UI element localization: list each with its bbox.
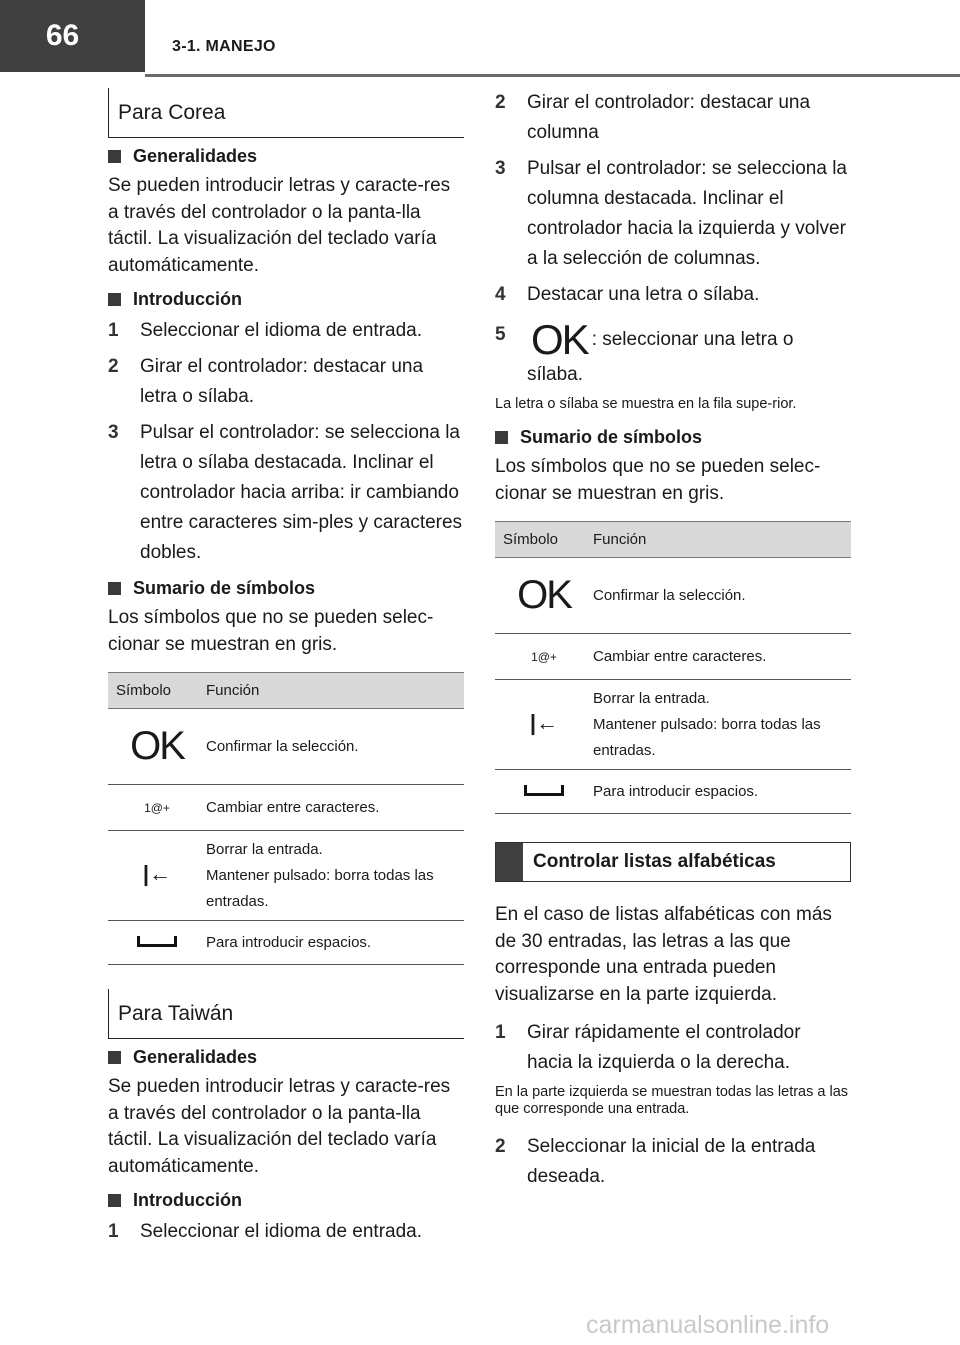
col-header-function: Función (593, 522, 851, 558)
square-bullet-icon (108, 150, 121, 163)
table-row: Para introducir espacios. (108, 921, 464, 965)
paragraph-general: Se pueden introducir letras y caracte-res a través del controlador o la panta-lla táctil. La visualización del teclado varía automáticamente. (108, 1076, 451, 1177)
step-item: 2 Seleccionar la inicial de la entrada deseada. (495, 1136, 816, 1187)
square-bullet-icon (108, 1194, 121, 1207)
paragraph-symbols: Los símbolos que no se pueden selec-cionar se muestran en gris. (495, 456, 821, 504)
col-header-symbol: Símbolo (495, 522, 593, 558)
paragraph-symbols: Los símbolos que no se pueden selec-cionar se muestran en gris. (108, 607, 434, 655)
table-row: 1@+ Cambiar entre caracteres. (495, 634, 851, 680)
step-item: 1 Seleccionar el idioma de entrada. (108, 320, 423, 341)
left-column (108, 88, 464, 1253)
page-header (0, 0, 960, 80)
watermark: carmanualsonline.info (586, 1311, 830, 1339)
square-bullet-icon (495, 431, 508, 444)
table-row: |← Borrar la entrada. Mantener pulsado: borra todas las entradas. (108, 831, 464, 921)
table-row: |← Borrar la entrada. Mantener pulsado: borra todas las entradas. (495, 680, 851, 770)
square-bullet-icon (108, 1051, 121, 1064)
table-row: 1@+ Cambiar entre caracteres. (108, 785, 464, 831)
col-header-function: Función (206, 673, 464, 709)
table-header-row (108, 673, 464, 709)
page-number: 66 (0, 0, 145, 72)
step-item-5: 5 OK : seleccionar una letra o sílaba. (495, 316, 794, 385)
ok-icon: OK (130, 723, 184, 768)
char-switch-icon: 1@+ (144, 800, 170, 815)
step-item: 3 Pulsar el controlador: se selecciona la columna destacada. Inclinar el controlador hacia la izquierda y volver a la selección de columnas. (495, 158, 848, 269)
table-row: OK Confirmar la selección. (108, 709, 464, 785)
section-lists-title: Controlar listas alfabéticas (495, 842, 851, 882)
symbols-table (108, 672, 464, 965)
step-item: 2 Girar el controlador: destacar una columna (495, 92, 811, 143)
section-bar (496, 843, 523, 881)
paragraph-general: Se pueden introducir letras y caracte-res a través del controlador o la panta-lla táctil. La visualización del teclado varía automáticamente. (108, 175, 451, 276)
note: En la parte izquierda se muestran todas las letras a las que corresponde una entrada. (495, 1084, 849, 1117)
paragraph-lists: En el caso de listas alfabéticas con más de 30 entradas, las letras a las que corresponde una entrada pueden visualizarse en la parte izquierda. (495, 904, 832, 1005)
backspace-icon: |← (529, 710, 559, 735)
table-row: Para introducir espacios. (495, 770, 851, 814)
space-icon (524, 785, 564, 796)
header-rule (145, 74, 960, 77)
step-item: 2 Girar el controlador: destacar una letra o sílaba. (108, 356, 424, 407)
ok-icon: OK (531, 316, 588, 363)
symbols-table (495, 521, 851, 814)
table-row: OK Confirmar la selección. (495, 558, 851, 634)
subheading-generalidades: Generalidades (108, 146, 464, 167)
subheading-introduccion: Introducción (108, 289, 464, 310)
step-item: 1 Girar rápidamente el controlador hacia la izquierda o la derecha. (495, 1022, 801, 1073)
table-header-row (495, 522, 851, 558)
step-item: 3 Pulsar el controlador: se selecciona la letra o sílaba destacada. Inclinar el controlador hacia arriba: ir cambiando entre caracteres sim-ples y caracteres dobles. (108, 422, 463, 563)
space-icon (137, 936, 177, 947)
step-item: 1 Seleccionar el idioma de entrada. (108, 1221, 423, 1242)
chapter-title: 3-1. MANEJO (172, 38, 276, 55)
col-header-symbol: Símbolo (108, 673, 206, 709)
square-bullet-icon (108, 582, 121, 595)
backspace-icon: |← (142, 861, 172, 886)
subheading-generalidades: Generalidades (108, 1047, 464, 1068)
right-column (495, 88, 851, 1198)
note: La letra o sílaba se muestra en la fila supe-rior. (495, 396, 797, 412)
step-item: 4 Destacar una letra o sílaba. (495, 284, 760, 305)
square-bullet-icon (108, 293, 121, 306)
char-switch-icon: 1@+ (531, 649, 557, 664)
section-korea-title: Para Corea (108, 88, 464, 138)
subheading-sumario: Sumario de símbolos (108, 578, 464, 599)
section-taiwan-title: Para Taiwán (108, 989, 464, 1039)
subheading-introduccion: Introducción (108, 1190, 464, 1211)
ok-icon: OK (517, 572, 571, 617)
subheading-sumario: Sumario de símbolos (495, 427, 851, 448)
